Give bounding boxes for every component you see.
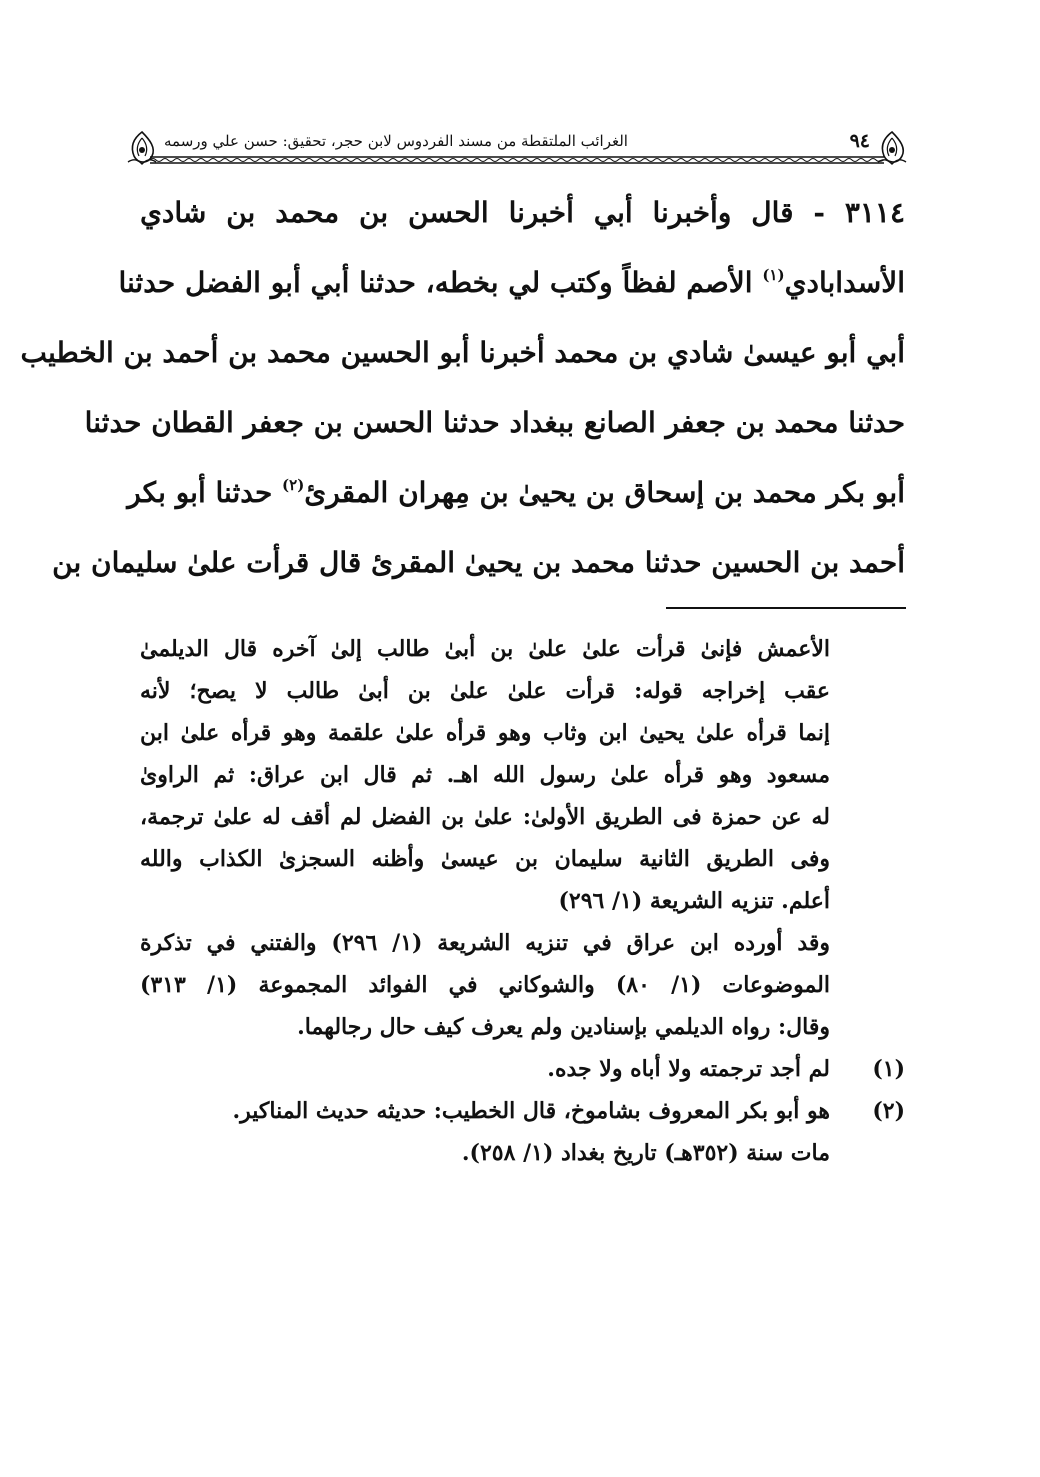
footnote-line: مات سنة (٣٥٢هـ) تاريخ بغداد (١/ ٢٥٨). — [461, 1140, 830, 1166]
footnote-line: وفى الطريق الثانية سليمان بن عيسىٰ وأظنه السجزىٰ الكذاب والله — [140, 846, 830, 872]
main-line-part: حدثنا أبو بكر — [127, 476, 273, 509]
main-line-part: الأسدابادي — [784, 266, 905, 299]
footnote-line: هو أبو بكر المعروف بشاموخ، قال الخطيب: حديثه حديث المناكير. — [232, 1098, 830, 1124]
page-header — [124, 128, 910, 168]
main-line: ٣١١٤ - قال وأخبرنا أبي أخبرنا الحسن بن محمد بن شادي — [140, 196, 905, 229]
main-line-part: أبو بكر محمد بن إسحاق بن يحيىٰ بن مِهران المقرئ — [304, 476, 905, 509]
main-text — [20, 178, 905, 598]
footnote-item — [140, 1090, 905, 1174]
footnote-number: (٢) — [872, 1098, 905, 1124]
main-line-part: الأصم لفظاً وكتب لي بخطه، حدثنا أبي أبو الفضل حدثنا — [118, 266, 753, 299]
footnotes — [140, 628, 905, 1174]
main-line — [118, 248, 905, 318]
footnote-line: عقب إخراجه قوله: قرأت علىٰ علىٰ بن أبىٰ طالب لا يصح؛ لأنه — [140, 678, 830, 704]
footnote-line: مسعود وهو قرأه علىٰ رسول الله اهـ. ثم قال ابن عراق: ثم الراوىٰ — [140, 762, 830, 788]
footnote-line: أعلم. تنزيه الشريعة (١/ ٢٩٦) — [558, 888, 830, 914]
footnote-line: وقال: رواه الديلمي بإسنادين ولم يعرف كيف حال رجالهما. — [297, 1014, 830, 1040]
main-line — [127, 458, 905, 528]
footnote-continuation — [140, 628, 905, 1048]
footnote-line: وقد أورده ابن عراق في تنزيه الشريعة (١/ ٢٩٦) والفتني في تذكرة — [140, 930, 831, 956]
footnote-line: له عن حمزة فى الطريق الأولىٰ: علىٰ بن الفضل لم أقف له علىٰ ترجمة، — [140, 804, 830, 830]
header-rule — [150, 156, 884, 164]
footnote-number: (١) — [872, 1056, 905, 1082]
footnote-line: الموضوعات (١/ ٨٠) والشوكاني في الفوائد المجموعة (١/ ٣١٣) — [140, 972, 830, 998]
page-number: ٩٤ — [849, 130, 870, 152]
footnote-line: إنما قرأه علىٰ يحيىٰ ابن وثاب وهو قرأه علىٰ علقمة وهو قرأه علىٰ ابن — [140, 720, 830, 746]
footnote-line: الأعمش فإنىٰ قرأت علىٰ علىٰ بن أبىٰ طالب إلىٰ آخره قال الديلمىٰ — [140, 636, 830, 662]
footnote-item — [140, 1048, 905, 1090]
main-line: حدثنا محمد بن جعفر الصانع ببغداد حدثنا الحسن بن جعفر القطان حدثنا — [84, 406, 905, 439]
footnote-separator — [666, 607, 906, 609]
footnote-ref[interactable]: (١) — [762, 266, 785, 284]
running-title: الغرائب الملتقطة من مسند الفردوس لابن حجر، تحقيق: حسن علي ورسمه — [164, 132, 628, 150]
main-line: أحمد بن الحسين حدثنا محمد بن يحيىٰ المقرئ قال قرأت علىٰ سليمان بن — [52, 546, 905, 579]
footnote-ref[interactable]: (٢) — [282, 476, 305, 494]
footnote-line: لم أجد ترجمته ولا أباه ولا جده. — [547, 1056, 830, 1082]
main-line: أبي أبو عيسىٰ شادي بن محمد أخبرنا أبو الحسين محمد بن أحمد بن الخطيب — [20, 336, 905, 369]
